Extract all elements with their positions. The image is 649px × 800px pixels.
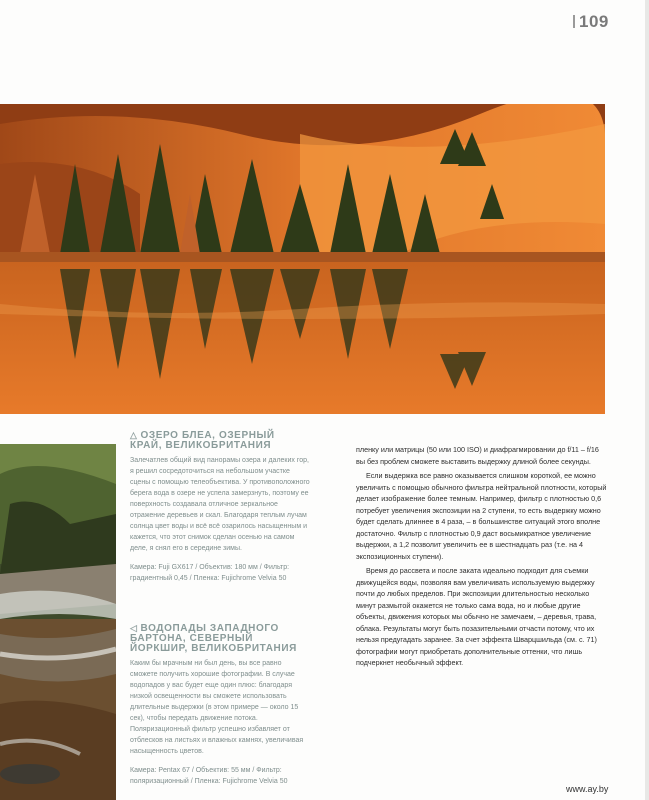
caption-waterfall-meta: Камера: Pentax 67 / Объектив: 55 мм / Фильтр: поляризационный / Пленка: Fujichrome Velvia 50 <box>130 767 288 785</box>
caption-lake-body: Залечатлев общий вид панорамы озера и далеких гор, я решил сосредоточиться на небольшом участке сцены с помощью телеобъектива. У противоположного берега вода в озере не успела замерзнуть, поэтому ее поверхность создавала отличное зеркальное отражение деревьев и скал. Благодаря теплым лучам солнца цвет воды и всё всё озарилось насыщенным и кажется, что этот снимок сделан осенью на самом деле, я снял его в середине зимы. <box>130 457 310 552</box>
caption-waterfall <box>130 623 310 787</box>
body-text-column <box>356 444 608 672</box>
page-number <box>573 12 609 32</box>
caption-waterfall-body: Каким бы мрачным ни был день, вы все равно сможете получить хорошие фотографии. В случае водопадов у вас будет еще один плюс: благодаря низкой освещенности вы сможете использовать длительные выдержки (в этом примере — около 15 сек), чтобы передать движение потока. Поляризационный фильтр успешно избавляет от отблесков на листьях и влажных камнях, увеличивая насыщенность цветов. <box>130 660 304 755</box>
page-number-text: 109 <box>579 12 609 31</box>
page-edge <box>645 0 649 800</box>
triangle-left-icon: ◁ <box>130 623 138 633</box>
caption-lake-title: ОЗЕРО БЛЕА, ОЗЕРНЫЙ КРАЙ, ВЕЛИКОБРИТАНИЯ <box>130 430 275 451</box>
caption-lake-meta: Камера: Fuji GX617 / Объектив: 180 мм / Фильтр: градиентный 0,45 / Пленка: Fujichrome Velvia 50 <box>130 564 290 582</box>
lake-reflection-photo <box>0 104 605 414</box>
page-number-bar <box>573 15 575 28</box>
paragraph: пленку или матрицы (50 или 100 ISO) и диафрагмировании до f/11 – f/16 вы без проблем сможете выставить выдержку длиной более секунды. <box>356 445 599 466</box>
paragraph: Время до рассвета и после заката идеально подходит для съемки движущейся воды, позволяя вам увеличивать используемую выдержку почти до любых пределов. При экспозиции длительностью несколько минут размытой окажется не только сама вода, но и любые другие объекты, движения которых мы обычно не замечаем, – деревья, трава, облака. Результаты могут быть позазительными отчасти потому, что их нельзя предугадать заранее. За счет эффекта Шварцшильда (см. с. 71) фотографии могут приобретать дополнительные оттенки, что лишь подчеркнет необычный эффект. <box>356 566 597 667</box>
waterfall-photo <box>0 444 116 800</box>
caption-waterfall-title-row <box>130 623 310 654</box>
caption-waterfall-title: ВОДОПАДЫ ЗАПАДНОГО БАРТОНА, СЕВЕРНЫЙ ЙОРКШИР, ВЕЛИКОБРИТАНИЯ <box>130 623 297 654</box>
paragraph: Если выдержка все равно оказывается слишком короткой, ее можно увеличить с помощью обычного фильтра нейтральной плотности, который делает изображение более темным. Например, фильтр с плотностью 0,6 потребует увеличения экспозиции на 2 ступени, то есть выдержку можно будет сделать длиннее в 4 раза, – в большинстве ситуаций этого вполне достаточно. Фильтр с плотностью 0,9 даст восьмикратное увеличение выдержки, а 1,2 позволит увеличить ее в шестнадцать раз (т.е. на 4 экспозиционных ступени). <box>356 471 607 561</box>
lake-photo-graphic <box>0 104 605 414</box>
waterfall-photo-graphic <box>0 444 116 800</box>
caption-lake <box>130 430 310 584</box>
triangle-icon: △ <box>130 430 138 440</box>
caption-lake-title-row <box>130 430 310 451</box>
watermark: www.ay.by <box>566 784 609 794</box>
